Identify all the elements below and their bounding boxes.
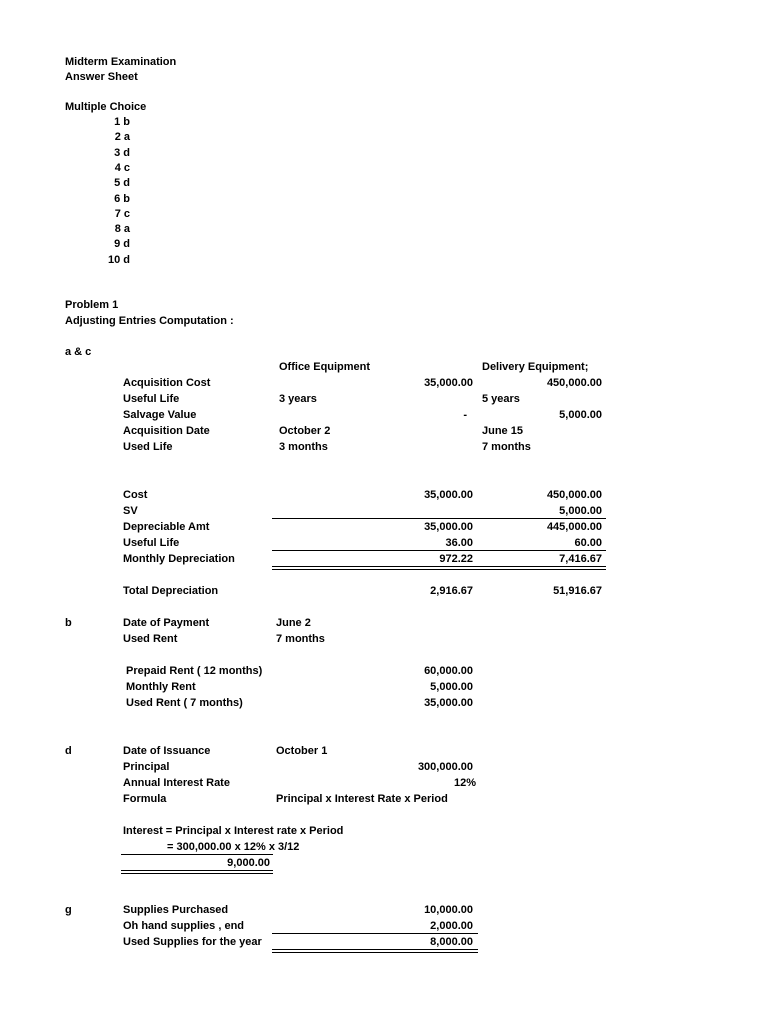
- section-b-label: b: [65, 617, 72, 629]
- calc-label: SV: [123, 505, 138, 517]
- date-of-issuance-label: Date of Issuance: [123, 745, 211, 757]
- rent-value: 35,000.00: [424, 697, 473, 709]
- formula-value: Principal x Interest Rate x Period: [276, 793, 448, 805]
- delivery-text: June 15: [482, 425, 523, 437]
- double-underline: [272, 566, 606, 570]
- document-subtitle: Answer Sheet: [65, 71, 138, 83]
- mc-answer: 3 d: [114, 147, 130, 159]
- total-office: 2,916.67: [430, 585, 473, 597]
- office-amount: 36.00: [445, 537, 473, 549]
- col-office-equipment: Office Equipment: [279, 361, 371, 373]
- document-title: Midterm Examination: [65, 56, 177, 68]
- underline: [272, 933, 478, 934]
- interest-result: 9,000.00: [227, 857, 270, 869]
- delivery-amount: 7,416.67: [559, 553, 602, 565]
- double-underline: [121, 870, 273, 874]
- interest-substitution: = 300,000.00 x 12% x 3/12: [167, 841, 300, 853]
- office-amount: 35,000.00: [424, 377, 473, 389]
- row-label: Salvage Value: [123, 409, 197, 421]
- date-of-issuance-value: October 1: [276, 745, 328, 757]
- col-delivery-equipment: Delivery Equipment;: [482, 361, 589, 373]
- row-label: Date of Payment: [123, 617, 210, 629]
- calc-label: Useful Life: [123, 537, 180, 549]
- supplies-label: Supplies Purchased: [123, 904, 229, 916]
- row-label: Acquisition Cost: [123, 377, 211, 389]
- formula-label: Formula: [123, 793, 167, 805]
- multiple-choice-heading: Multiple Choice: [65, 101, 147, 113]
- delivery-amount: 60.00: [574, 537, 602, 549]
- row-value: 7 months: [276, 633, 325, 645]
- problem1-subheading: Adjusting Entries Computation :: [65, 315, 234, 327]
- delivery-amount: 5,000.00: [559, 409, 602, 421]
- rent-value: 60,000.00: [424, 665, 473, 677]
- interest-rate-value: 12%: [453, 777, 476, 789]
- office-text: 3 years: [279, 393, 317, 405]
- delivery-amount: 5,000.00: [559, 505, 602, 517]
- office-amount: 35,000.00: [424, 489, 473, 501]
- rent-label: Monthly Rent: [126, 681, 196, 693]
- interest-rate-label: Annual Interest Rate: [123, 777, 230, 789]
- underline: [121, 854, 273, 855]
- mc-answer: 6 b: [114, 193, 130, 205]
- underline: [272, 518, 606, 519]
- row-label: Used Rent: [123, 633, 178, 645]
- row-label: Used Life: [123, 441, 173, 453]
- supplies-value: 2,000.00: [430, 920, 473, 932]
- office-amount: 35,000.00: [424, 521, 473, 533]
- section-g-label: g: [65, 904, 72, 916]
- principal-value: 300,000.00: [417, 761, 473, 773]
- office-text: October 2: [279, 425, 331, 437]
- interest-formula: Interest = Principal x Interest rate x Period: [123, 825, 344, 837]
- row-value: June 2: [276, 617, 311, 629]
- mc-answer: 8 a: [114, 223, 130, 235]
- total-depreciation-label: Total Depreciation: [123, 585, 219, 597]
- delivery-amount: 450,000.00: [546, 489, 602, 501]
- double-underline: [272, 949, 478, 953]
- delivery-text: 5 years: [482, 393, 520, 405]
- section-d-label: d: [65, 745, 72, 757]
- row-label: Acquisition Date: [123, 425, 210, 437]
- principal-label: Principal: [123, 761, 170, 773]
- mc-answer: 5 d: [114, 177, 130, 189]
- row-label: Useful Life: [123, 393, 180, 405]
- calc-label: Depreciable Amt: [123, 521, 210, 533]
- supplies-label: Oh hand supplies , end: [123, 920, 245, 932]
- supplies-label: Used Supplies for the year: [123, 936, 262, 948]
- supplies-value: 8,000.00: [430, 936, 473, 948]
- calc-label: Cost: [123, 489, 148, 501]
- rent-label: Used Rent ( 7 months): [126, 697, 243, 709]
- mc-answer: 7 c: [114, 208, 130, 220]
- rent-label: Prepaid Rent ( 12 months): [126, 665, 263, 677]
- office-amount: -: [463, 409, 467, 421]
- delivery-text: 7 months: [482, 441, 531, 453]
- section-ac-label: a & c: [65, 346, 92, 358]
- delivery-amount: 450,000.00: [546, 377, 602, 389]
- rent-value: 5,000.00: [430, 681, 473, 693]
- mc-answer: 9 d: [114, 238, 130, 250]
- underline: [272, 550, 606, 551]
- problem1-heading: Problem 1: [65, 299, 119, 311]
- mc-answer: 1 b: [114, 116, 130, 128]
- calc-label: Monthly Depreciation: [123, 553, 235, 565]
- office-amount: 972.22: [439, 553, 473, 565]
- delivery-amount: 445,000.00: [546, 521, 602, 533]
- mc-answer: 10 d: [107, 254, 130, 266]
- total-delivery: 51,916.67: [553, 585, 602, 597]
- mc-answer: 4 c: [114, 162, 130, 174]
- supplies-value: 10,000.00: [424, 904, 473, 916]
- mc-answer: 2 a: [114, 131, 130, 143]
- office-text: 3 months: [279, 441, 328, 453]
